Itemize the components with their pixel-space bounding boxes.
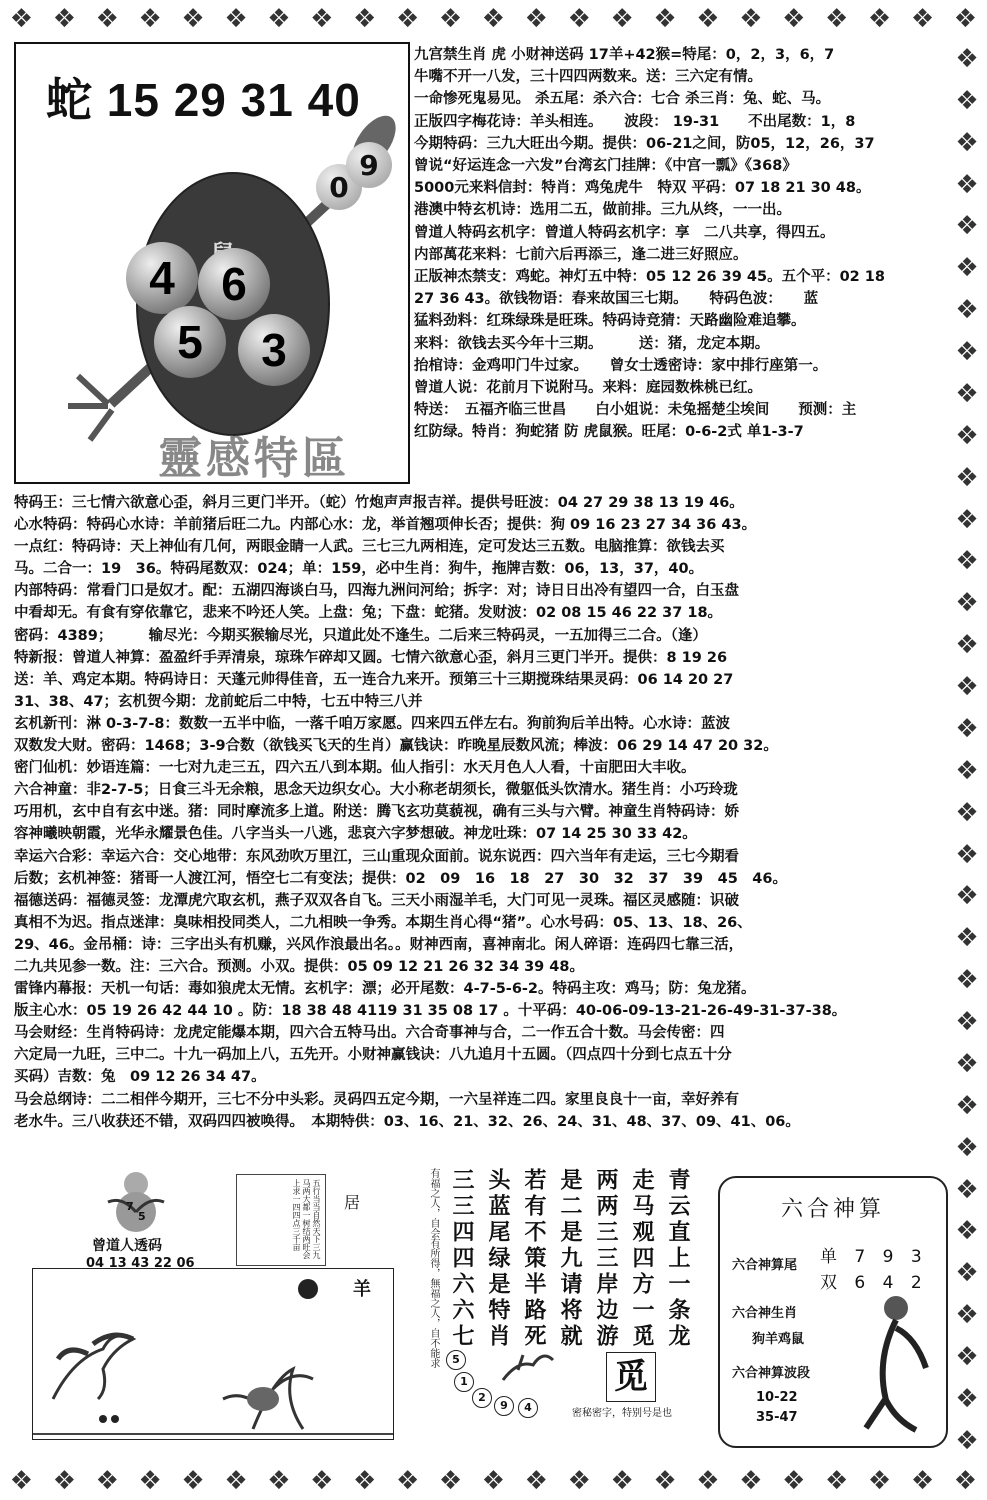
text-line: 27 36 43。欲钱物语：春来故国三七期。 特码色波： 蓝 (414, 291, 819, 308)
zeng-daoren-block (14, 1160, 394, 1446)
text-line: 内部萬花来料：七前六后再添三，逢二进三好照应。 (414, 246, 748, 263)
text-line: 正版神杰禁支：鸡蛇。神灯五中特：05 12 26 39 45。五个平：02 18 (414, 269, 885, 286)
small-number-ball: 9 (346, 142, 392, 188)
text-line: 送：羊、鸡定本期。特码诗日：天蓬元帅得佳音，五一连合九来开。预第三十三期搅珠结果灵码：06 14 20 27 (14, 671, 734, 688)
text-line: 密码：4389； 输尽光：今期买猴输尽光，只道此处不逢生。二后来三特码灵，一五加得三二合。（逢） (14, 627, 707, 644)
text-line: 曾道人说：花前月下说附马。来料：庭园数株桃已红。 (414, 380, 762, 397)
scroll-text: 五行当当自然天下三九马两大都一树结两旺会上求一四四点三千亩 (236, 1174, 326, 1266)
poem-column: 走马观四方一觅 (629, 1168, 654, 1350)
bottom-border: ❖ ❖ ❖ ❖ ❖ ❖ ❖ ❖ ❖ ❖ ❖ ❖ ❖ ❖ ❖ ❖ ❖ ❖ ❖ ❖ ❖ ❖ ❖ (9, 1466, 978, 1496)
ink-scene (32, 1268, 394, 1440)
text-line: 容神曦映朝霞，光华永耀景色佳。八字当头一八逃，悲哀六字梦想破。神龙吐珠：07 14 25 30 33 42。 (14, 826, 697, 843)
featured-numbers: 蛇 15 29 31 40 (46, 74, 361, 126)
poem-column: 青云直上一条龙 (665, 1168, 690, 1350)
gourd-number: 5 (138, 1210, 146, 1223)
text-line: 内部特码：常看门口是奴才。配：五湖四海谈白马，四海九洲问河给；拆字：对；诗日日出冷有望四一合，白玉盘 (14, 583, 739, 600)
right-text-block (414, 44, 948, 444)
text-line: 版主心水：05 19 26 42 44 10 。防：18 38 48 4119 31 35 08 17 。十平码：40-06-09-13-21-26-49-31-37-38。 (14, 1003, 847, 1020)
mi-note: 密秘密字，特别号是也 (572, 1408, 672, 1419)
text-line: 后数；玄机神签：猪哥一人渡江河，悟空七二有变法；提供：02 09 16 18 27 30 32 37 39 45 46。 (14, 870, 787, 887)
yang-label: 羊 (353, 1279, 371, 1300)
number-balls-row (438, 1340, 548, 1420)
liuhe-title: 六合神算 (780, 1197, 885, 1222)
text-line: 特送： 五福齐临三世昌 白小姐说：未兔摇楚尘埃间 预测：主 (414, 402, 857, 419)
liuhe-tail-label: 六合神算尾 (732, 1258, 798, 1273)
text-line: 特新报：曾道人神算：盈盈纤手弄清泉，琼珠乍碎却又圆。七情六欲意心歪，斜月三更门半开。提供：8 19 26 (14, 649, 728, 666)
main-text-block (14, 492, 944, 1133)
number-ball: 3 (238, 314, 310, 386)
gourd-graphic (106, 1166, 166, 1236)
right-border: ❖ ❖ ❖ ❖ ❖ ❖ ❖ ❖ ❖ ❖ ❖ ❖ ❖ ❖ ❖ ❖ ❖ ❖ ❖ ❖ ❖ ❖ ❖ ❖ ❖ ❖ ❖ ❖ ❖ ❖ ❖ ❖ ❖ ❖ (955, 43, 979, 1456)
number-ball: 6 (198, 248, 270, 320)
text-line: 正版四字梅花诗：羊头相连。 波段： 19-31 不出尾数：1，8 (414, 113, 856, 130)
text-line: 雷锋内幕报：天机一句话：毒如狼虎太无情。玄机字：漂；必开尾数：4-7-5-6-2。特码主攻：鸡马；防：兔龙猪。 (14, 981, 756, 998)
text-line: 曾说“好运连念一六发”台湾玄门挂牌：《中宫一瓢》《368》 (414, 158, 797, 175)
text-line: 抬棺诗：金鸡叩门牛过家。 曾女士透密诗：家中排行座第一。 (414, 357, 828, 374)
text-line: 福德送码：福德灵签：龙潭虎穴取玄机，燕子双双各自飞。三天小雨湿羊毛，大门可见一灵珠。福区灵感随：识破 (14, 892, 739, 909)
text-line: 马。二合一：19 36。特码尾数双：024；单：159，必中生肖：狗牛，拖牌吉数：06，13，37，40。 (14, 561, 704, 578)
featured-panel (14, 42, 410, 484)
poem-column: 三三四四六六七 (449, 1168, 474, 1350)
liuhe-wave-label: 六合神算波段 (732, 1366, 811, 1381)
brand-title: 靈感特區 (158, 433, 350, 484)
liuhe-shensuan-box (718, 1176, 948, 1448)
text-line: 买码）吉数：兔 09 12 26 34 47。 (14, 1069, 266, 1086)
mini-ball: 4 (518, 1398, 538, 1418)
text-line: 密门仙机：妙语连篇：一七对九走三五，四六五八到本期。仙人指引：水天月色人人看，十亩肥田大丰收。 (14, 760, 696, 777)
text-line: 六定局一九旺，三中二。十九一码加上八，五先开。小财神赢钱诀：八九追月十五圆。（四点四十分到七点五十分 (14, 1047, 732, 1064)
text-line: 二九共见参一数。注：三六合。预测。小双。提供：05 09 12 21 26 32 34 39 48。 (14, 958, 584, 975)
text-line: 双数发大财。密码：1468；3-9合数（欲钱买飞天的生肖）赢钱诀：昨晚星辰数风流；棒波：06 29 14 47 20 32。 (14, 738, 778, 755)
text-line: 幸运六合彩：幸运六合：交心地带：东风劲吹万里江，三山重现众面前。说东说西：四六当年有走运，三七今期看 (14, 848, 739, 865)
mini-ball: 1 (454, 1372, 474, 1392)
text-line: 特码王：三七情六欲意心歪，斜月三更门半开。（蛇）竹炮声声报吉祥。提供号旺波：04 27 29 38 13 19 46。 (14, 495, 744, 511)
text-line: 红防绿。特肖：狗蛇猪 防 虎鼠猴。旺尾：0-6-2式 单1-3-7 (414, 424, 804, 441)
text-line: 牛嘴不开一八发，三十四四两数来。送：三六定有情。 (414, 69, 762, 86)
vertical-note: 有福之人，自会有所得，無福之人，自不能求 (428, 1168, 439, 1368)
poem-column: 若有不策半路死 (521, 1168, 546, 1350)
liuhe-single: 单 7 9 3 (820, 1247, 928, 1267)
text-line: 港澳中特玄机诗：选用二五，做前排。三九从终，一一出。 (414, 202, 791, 219)
text-line: 心水特码：特码心水诗：羊前猪后旺二九。内部心水：龙，举首翘项伸长否；提供：狗 09 16 23 27 34 36 43。 (14, 517, 757, 534)
poem-column: 是二是九请将就 (557, 1168, 582, 1350)
liuhe-double: 双 6 4 2 (820, 1273, 928, 1293)
liuhe-wave-2: 35-47 (756, 1410, 798, 1425)
zeng-title: 曾道人透码 (92, 1238, 162, 1254)
top-border: ❖ ❖ ❖ ❖ ❖ ❖ ❖ ❖ ❖ ❖ ❖ ❖ ❖ ❖ ❖ ❖ ❖ ❖ ❖ ❖ ❖ ❖ ❖ (9, 4, 978, 34)
landscape-illustration (33, 1269, 393, 1439)
text-line: 曾道人特码玄机字：曾道人特码玄机字：享 二八共享，得四五。 (414, 224, 835, 241)
poem-block (450, 1168, 688, 1350)
text-line: 六合神童：非2-7-5；日食三斗无余粮，思念天边织女心。大小称老胡须长，微躯低头饮清水。猪生肖：小巧玲珑 (14, 782, 738, 799)
text-line: 中看却无。有食有穿依靠它，悲来不吟还人笑。上盘：兔；下盘：蛇猪。发财波：02 08 15 46 22 37 18。 (14, 605, 723, 622)
text-line: 九宫禁生肖 虎 小财神送码 17羊+42猴=特尾：0，2，3，6，7 (414, 47, 835, 63)
text-line: 来料：欲钱去买今年十三期。 送：猪，龙定本期。 (414, 335, 770, 352)
zeng-numbers: 04 13 43 22 06 (86, 1256, 195, 1271)
text-line: 5000元来料信封：特肖：鸡兔虎牛 特双 平码：07 18 21 30 48。 (414, 180, 871, 197)
liuhe-zodiac-label: 六合神生肖 (732, 1306, 798, 1321)
number-ball: 5 (154, 306, 226, 378)
small-number-ball: 0 (316, 164, 362, 210)
text-line: 今期特码：三九大旺出今期。提供：06-21之间，防05，12，26，37 (414, 135, 875, 152)
text-line: 一点红：特码诗：天上神仙有几何，两眼金睛一人武。三七三九两相连，定可发达三五数。电脑推算：欲钱去买 (14, 539, 725, 556)
text-line: 马会财经：生肖特码诗：龙虎定能爆本期，四六合五特马出。六合奇事神与合，二一作五合十数。马会传密：四 (14, 1025, 725, 1042)
text-line: 29、46。金吊桶：诗：三字出头有机赚，兴风作浪最出名。。财神西南，喜神南北。闲人碎语：连码四七靠三活， (14, 936, 744, 953)
rider-illustration (498, 1340, 558, 1390)
text-line: 老水牛。三八收获还不错，双码四四被唤得。 本期特供：03、16、21、32、26、24、31、48、37、09、41、06。 (14, 1113, 800, 1130)
text-line: 真相不为迟。指点迷津：臭味相投同类人，二九相映一争秀。本期生肖心得“猪”。心水号码：05、13、18、26、 (14, 914, 752, 931)
mini-ball: 9 (494, 1396, 514, 1416)
mini-ball: 2 (472, 1388, 492, 1408)
mini-ball: 5 (446, 1350, 466, 1370)
poem-column: 头蓝尾绿是特肖 (485, 1168, 510, 1350)
mi-character: 觅 (606, 1352, 656, 1402)
liuhe-zodiac: 狗羊鸡鼠 (752, 1332, 805, 1347)
number-ball: 4 (126, 242, 198, 314)
text-line: 猛料劲料：红珠绿珠是旺珠。特码诗竞猜：天路幽险难追攀。 (414, 313, 806, 330)
text-line: 玄机新刊：淋 0-3-7-8：数数一五半中临，一落千咱万家愿。四来四五伴左右。狗前狗后羊出特。心水诗：蓝波 (14, 715, 730, 732)
text-line: 31、38、47；玄机贺今期：龙前蛇后二中特，七五中特三八并 (14, 693, 423, 710)
text-line: 一命惨死鬼易见。 杀五尾：杀六合：七合 杀三肖：兔、蛇、马。 (414, 91, 831, 108)
gourd-number: 7 (126, 1200, 134, 1213)
text-line: 马会总纲诗：二二相伴今期开，三七不分中头彩。灵码四五定今期，一六呈祥连二四。家里良良十一亩，幸好养有 (14, 1091, 739, 1108)
poem-column: 两两三三岸边游 (593, 1168, 618, 1350)
liuhe-wave-1: 10-22 (756, 1390, 798, 1405)
sage-illustration (856, 1288, 936, 1438)
ju-label: 居 (344, 1193, 361, 1212)
text-line: 巧用机，玄中自有玄中迷。猪：同时摩流多上道。附送：腾飞玄功莫藐视，确有三头与六臂。神童生肖特码诗：娇 (14, 804, 739, 821)
